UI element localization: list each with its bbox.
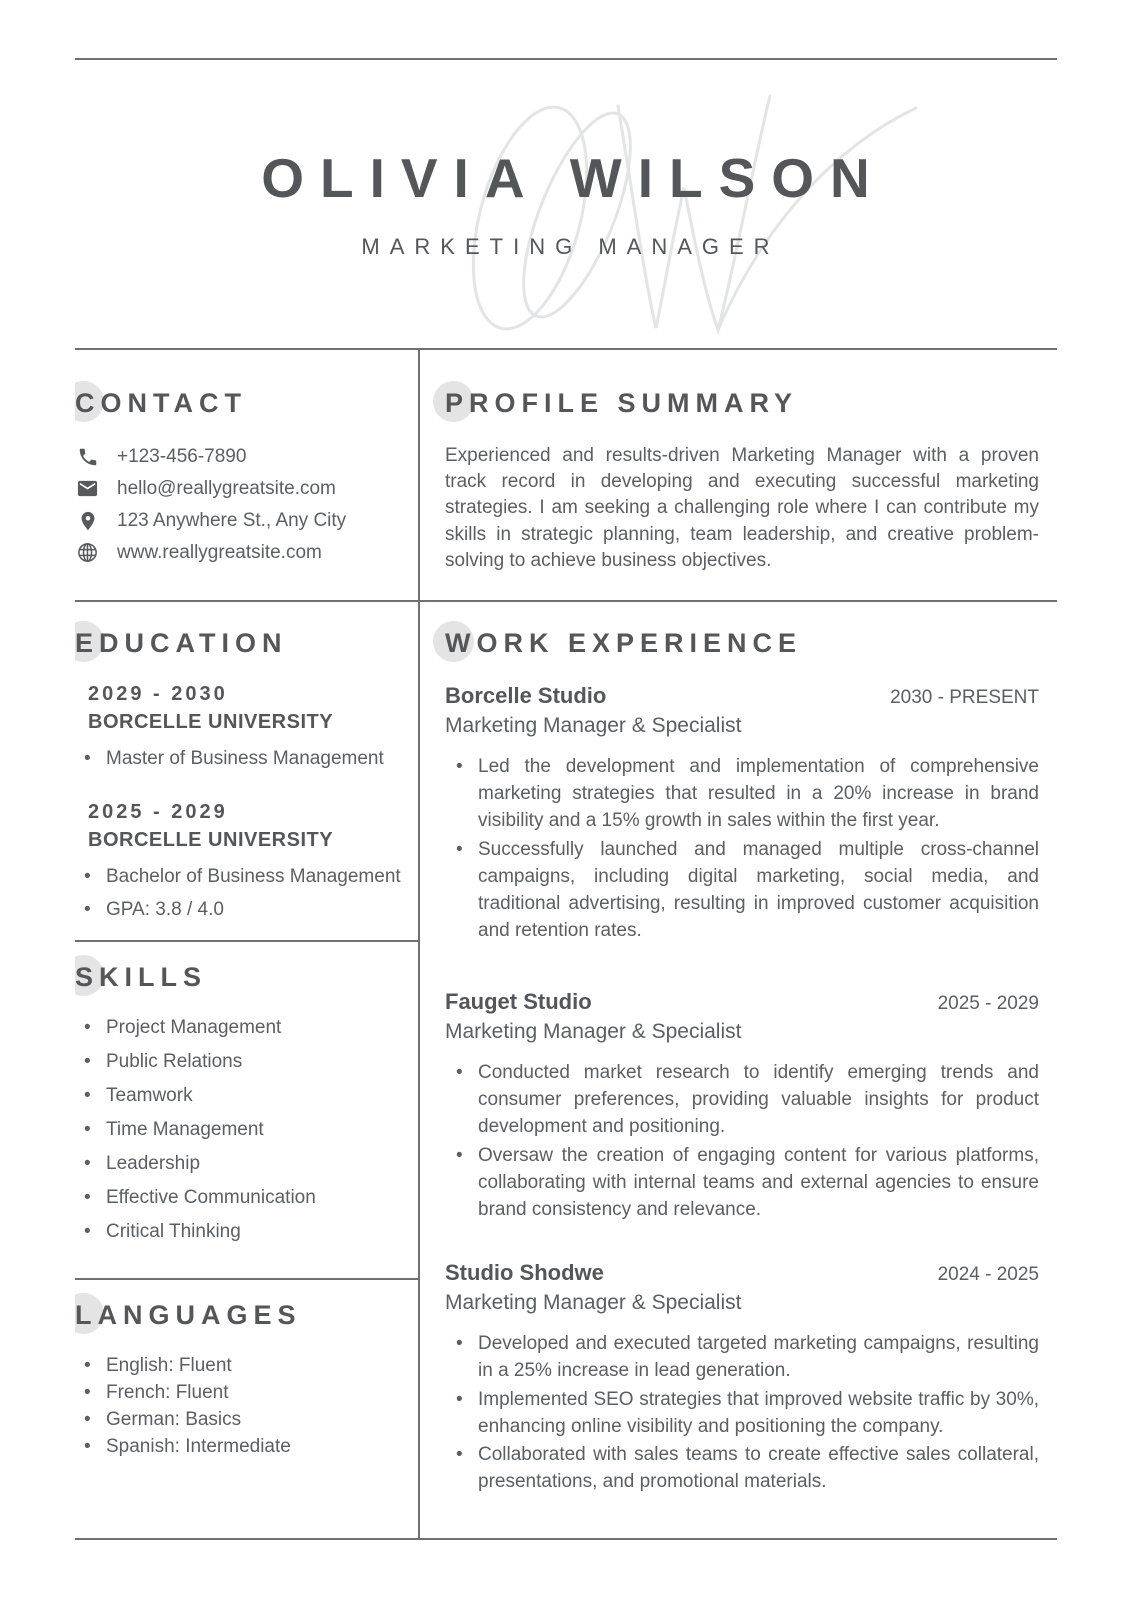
education-dates: 2025 - 2029 [88, 800, 228, 823]
job-company: Studio Shodwe [445, 1259, 604, 1285]
contact-item-address [75, 509, 412, 533]
language-item: • German: Basics [75, 1407, 412, 1434]
person-name: OLIVIA WILSON [261, 147, 886, 209]
globe-icon [75, 541, 100, 564]
skill-item: • Critical Thinking [75, 1219, 412, 1246]
language-item: • English: Fluent [75, 1353, 412, 1380]
job-bullet: • Implemented SEO strategies that improved website traffic by 30%, enhancing online visibility and positioning the company. [445, 1387, 1039, 1441]
job-dates: 2025 - 2029 [937, 992, 1039, 1014]
job-header [445, 683, 1039, 709]
job-bullet: • Conducted market research to identify emerging trends and consumer preferences, providing valuable insights for product development and positioning. [445, 1060, 1039, 1141]
job-header [445, 989, 1039, 1015]
skills-heading: SKILLS [75, 962, 207, 993]
phone-icon [75, 446, 100, 468]
skills-list [75, 1015, 412, 1246]
email-icon [75, 477, 100, 500]
job-role: Marketing Manager & Specialist [445, 714, 742, 737]
education-details [75, 746, 412, 773]
education-school: BORCELLE UNIVERSITY [88, 828, 334, 851]
contact-list [75, 445, 412, 564]
profile-summary-text: Experienced and results-driven Marketing Manager with a proven track record in developing and executing successful marketing strategies. I am seeking a challenging role where I can contribute my skills in strategic planning, team leadership, and creative problem-solving to achieve business objectives. [445, 445, 1039, 571]
job-bullets [445, 754, 1039, 945]
job-header [445, 1260, 1039, 1286]
skills-section [75, 962, 412, 1246]
skill-item: • Time Management [75, 1117, 412, 1144]
education-dates: 2029 - 2030 [88, 683, 228, 705]
job-bullets [445, 1331, 1039, 1497]
left-column-top [75, 350, 420, 600]
main-band [75, 602, 1057, 1538]
education-entry [75, 801, 412, 924]
contact-item-phone [75, 445, 412, 469]
left-column-main [75, 602, 420, 1538]
location-icon [75, 509, 100, 533]
right-column-main [420, 602, 1057, 1538]
job-entry [445, 1260, 1039, 1497]
job-entry [445, 989, 1039, 1224]
contact-phone: +123-456-7890 [117, 446, 247, 467]
job-bullet: • Successfully launched and managed multiple cross-channel campaigns, including digital marketing, social media, and traditional advertising, resulting in improved customer acquisition and retention rates. [445, 837, 1039, 945]
languages-rule [75, 1278, 418, 1280]
profile-summary-section [445, 388, 1039, 574]
header [0, 60, 1131, 348]
job-company: Borcelle Studio [445, 683, 607, 708]
language-item: • French: Fluent [75, 1380, 412, 1407]
job-role: Marketing Manager & Specialist [445, 1290, 742, 1314]
languages-heading: LANGUAGES [75, 1300, 302, 1331]
contact-section [75, 388, 412, 564]
job-dates: 2030 - PRESENT [890, 687, 1039, 708]
job-company: Fauget Studio [445, 988, 592, 1014]
contact-item-email [75, 477, 412, 501]
contact-heading: CONTACT [75, 388, 247, 419]
contact-address: 123 Anywhere St., Any City [117, 509, 347, 531]
skill-item: • Project Management [75, 1015, 412, 1042]
languages-list [75, 1353, 412, 1461]
language-item: • Spanish: Intermediate [75, 1434, 412, 1461]
education-heading: EDUCATION [75, 628, 288, 659]
education-details [75, 864, 412, 924]
education-section [75, 628, 412, 924]
job-bullet: • Led the development and implementation of comprehensive marketing strategies that resulted in a 20% increase in brand visibility and a 15% growth in sales within the first year. [445, 754, 1039, 835]
contact-profile-band [75, 350, 1057, 600]
contact-website: www.reallygreatsite.com [117, 541, 322, 563]
skill-item: • Effective Communication [75, 1185, 412, 1212]
work-experience-section [445, 628, 1039, 1496]
right-column-top [420, 350, 1057, 600]
education-detail: • GPA: 3.8 / 4.0 [75, 897, 412, 924]
education-school: BORCELLE UNIVERSITY [88, 711, 334, 733]
job-entry [445, 683, 1039, 945]
skill-item: • Teamwork [75, 1083, 412, 1110]
job-bullets [445, 1060, 1039, 1224]
profile-summary-heading: PROFILE SUMMARY [445, 388, 798, 419]
education-detail: • Bachelor of Business Management [75, 864, 412, 891]
education-detail: • Master of Business Management [75, 746, 412, 773]
contact-item-website [75, 541, 412, 565]
education-entry [75, 683, 412, 773]
bottom-rule [75, 1538, 1057, 1540]
job-dates: 2024 - 2025 [937, 1263, 1039, 1285]
person-title: MARKETING MANAGER [361, 234, 780, 259]
work-experience-heading: WORK EXPERIENCE [445, 628, 802, 659]
job-bullet: • Oversaw the creation of engaging content for various platforms, collaborating with internal teams and external agencies to ensure brand consistency and relevance. [445, 1143, 1039, 1224]
languages-section [75, 1300, 412, 1461]
skill-item: • Public Relations [75, 1049, 412, 1076]
contact-email: hello@reallygreatsite.com [117, 477, 336, 499]
skill-item: • Leadership [75, 1151, 412, 1178]
job-bullet: • Collaborated with sales teams to create effective sales collateral, presentations, and promotional materials. [445, 1442, 1039, 1496]
skills-rule [75, 940, 418, 942]
job-role: Marketing Manager & Specialist [445, 1019, 742, 1043]
job-bullet: • Developed and executed targeted marketing campaigns, resulting in a 25% increase in lead generation. [445, 1331, 1039, 1385]
